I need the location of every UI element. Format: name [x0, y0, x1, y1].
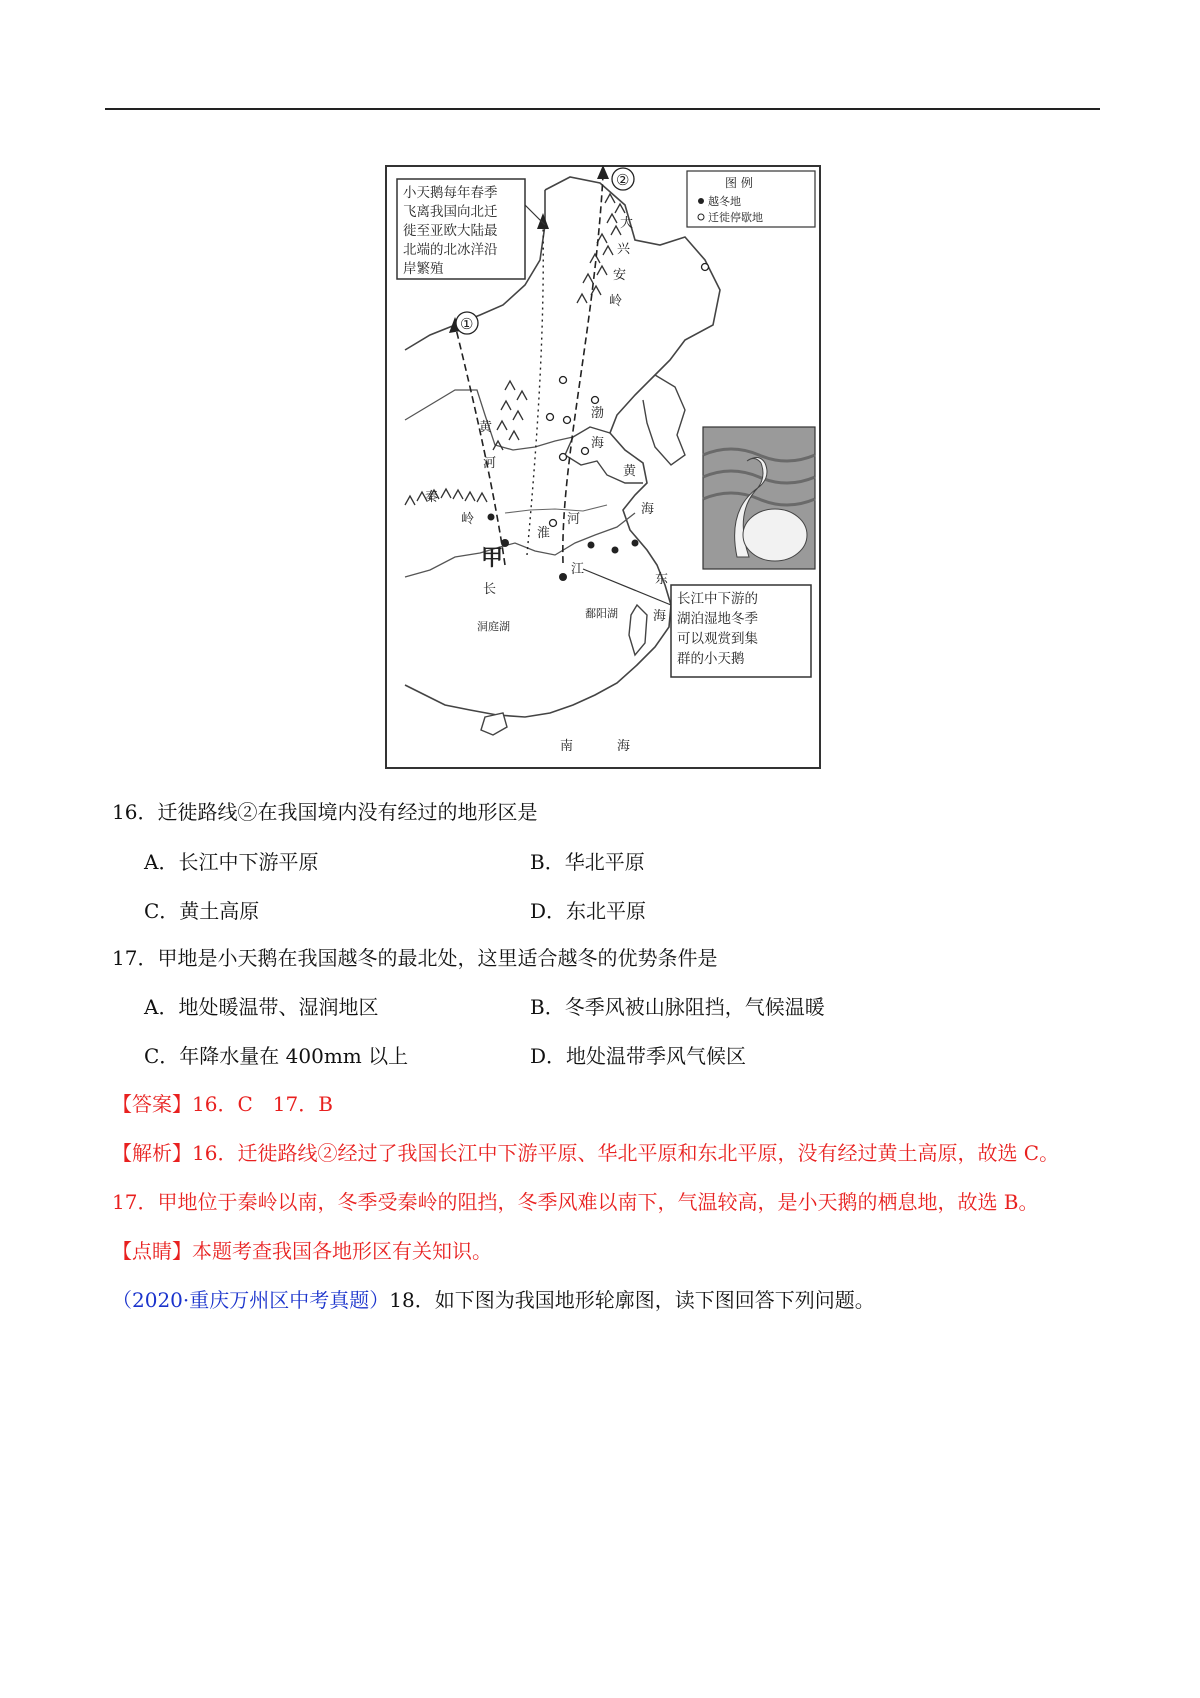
- callout-bottom-line-3: 可以观赏到集: [677, 631, 758, 647]
- route-1-label: ①: [460, 315, 474, 333]
- q18-stem: 18．如下图为我国地形轮廓图，读下图回答下列问题。: [389, 1288, 875, 1312]
- label-xing: 兴: [617, 242, 631, 257]
- q16-option-a: A．长江中下游平原: [144, 850, 319, 874]
- label-he: 河: [483, 456, 497, 471]
- callout-bottom-line-2: 湖泊湿地冬季: [677, 611, 758, 627]
- label-dongting: 洞庭湖: [477, 620, 510, 633]
- callout-bottom-line-1: 长江中下游的: [677, 591, 758, 607]
- q16-stem: 16．迁徙路线②在我国境内没有经过的地形区是: [112, 800, 538, 824]
- label-ling: 岭: [609, 294, 623, 309]
- swan-body-icon: [743, 509, 807, 561]
- q18-line: [112, 1286, 875, 1314]
- q17-option-b: B．冬季风被山脉阻挡，气候温暖: [530, 995, 825, 1019]
- q18-source: （2020·重庆万州区中考真题）: [112, 1288, 390, 1312]
- label-hai: 海: [591, 436, 605, 451]
- label-huai: 淮: [537, 526, 551, 541]
- label-ling2: 岭: [461, 512, 475, 527]
- label-dong: 东: [655, 572, 669, 587]
- q17-stem: 17．甲地是小天鹅在我国越冬的最北处，这里适合越冬的优势条件是: [112, 946, 718, 970]
- label-qin: 秦: [425, 490, 439, 505]
- label-jiang: 江: [571, 562, 585, 577]
- q17-option-a: A．地处暖温带、湿润地区: [144, 995, 379, 1019]
- legend-winter-label: 越冬地: [708, 195, 741, 208]
- answer-line: 【答案】16．C 17．B: [112, 1092, 333, 1116]
- label-huang2: 黄: [623, 464, 637, 479]
- label-hai2: 海: [641, 502, 655, 517]
- callout-top-line-3: 徙至亚欧大陆最: [403, 223, 498, 239]
- label-poyang: 鄱阳湖: [585, 607, 618, 620]
- comment-line: 【点睛】本题考查我国各地形区有关知识。: [112, 1239, 492, 1263]
- header-rule: [105, 108, 1100, 110]
- legend-stop-label: 迁徙停歇地: [708, 211, 763, 224]
- label-da: 大: [620, 216, 634, 231]
- callout-top-line-2: 飞离我国向北迁: [403, 204, 498, 220]
- route-2-label: ②: [616, 171, 630, 189]
- label-an: 安: [613, 268, 627, 283]
- q16-option-c: C．黄土高原: [144, 899, 260, 923]
- label-hai4: 海: [617, 739, 631, 754]
- label-jia: 甲: [481, 545, 504, 571]
- label-nan: 南: [560, 739, 574, 754]
- label-chang: 长: [483, 582, 497, 597]
- legend-winter-dot: [698, 198, 704, 204]
- legend-title: 图 例: [725, 176, 753, 190]
- q17-option-d: D．地处温带季风气候区: [530, 1044, 747, 1068]
- label-bo: 渤: [591, 406, 605, 421]
- callout-bottom-line-4: 群的小天鹅: [677, 651, 745, 667]
- legend-stop-dot: [698, 214, 704, 220]
- analysis-line-1: 【解析】16．迁徙路线②经过了我国长江中下游平原、华北平原和东北平原，没有经过黄土高原，故选 C。: [112, 1141, 1060, 1165]
- q17-option-c: C．年降水量在 400mm 以上: [144, 1044, 409, 1068]
- q16-option-b: B．华北平原: [530, 850, 645, 874]
- callout-top-line-5: 岸繁殖: [403, 261, 444, 277]
- migration-map: [385, 165, 821, 769]
- callout-top-line-4: 北端的北冰洋沿: [403, 242, 498, 258]
- callout-top-line-1: 小天鹅每年春季: [403, 185, 498, 201]
- label-he2: 河: [567, 512, 581, 527]
- analysis-line-2: 17．甲地位于秦岭以南，冬季受秦岭的阻挡，冬季风难以南下，气温较高，是小天鹅的栖息地，故选 B。: [112, 1190, 1039, 1214]
- label-hai3: 海: [653, 609, 667, 624]
- label-huang: 黄: [479, 420, 493, 435]
- q16-option-d: D．东北平原: [530, 899, 647, 923]
